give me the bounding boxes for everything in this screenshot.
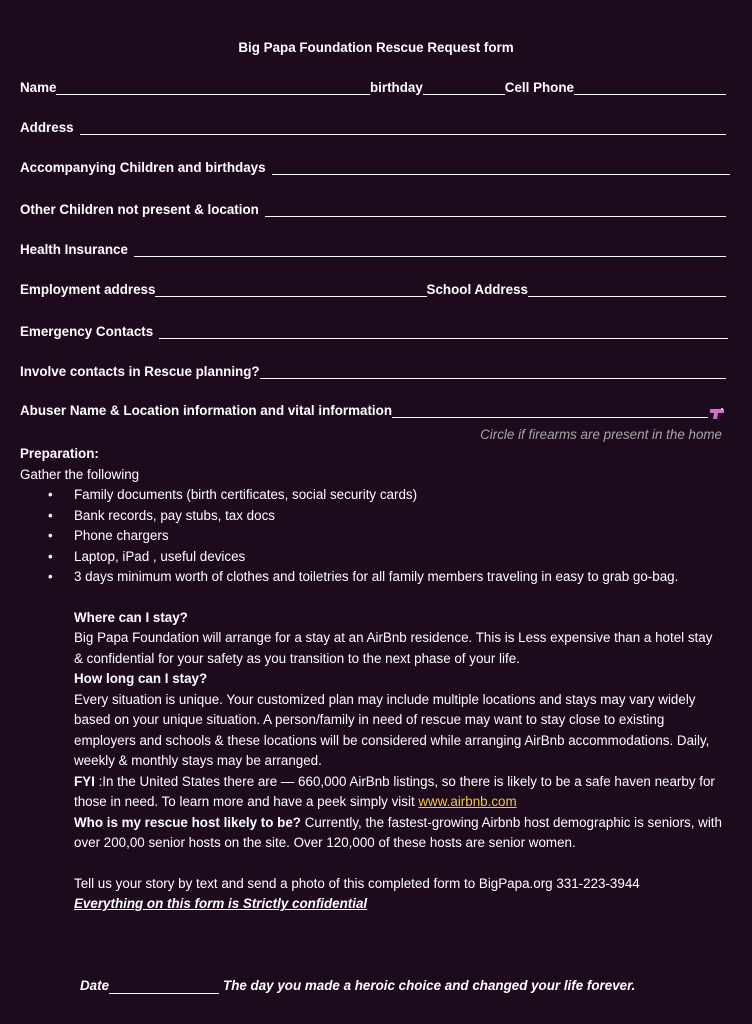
health-insurance-label: Health Insurance [20,241,128,257]
abuser-info-label: Abuser Name & Location information and vital information [20,402,392,418]
story-text: Tell us your story by text and send a photo of this completed form to BigPapa.org 331-223-3944 [74,875,640,891]
host-heading: Who is my rescue host likely to be? [74,814,301,830]
faq-section [20,608,724,915]
emergency-contacts-row [20,322,728,342]
other-children-row [20,200,726,220]
address-field[interactable] [80,134,726,135]
health-insurance-row [20,240,726,260]
name-row [20,78,726,98]
name-field[interactable] [56,94,369,95]
fyi-paragraph [74,772,724,813]
employment-row [20,280,726,300]
list-item: • Phone chargers [20,526,724,547]
preparation-intro: Gather the following [20,466,140,482]
involve-contacts-row [20,362,726,382]
fyi-label: FYI [74,773,95,789]
other-children-field[interactable] [265,216,726,217]
where-heading: Where can I stay? [74,609,188,625]
firearm-note: Circle if firearms are present in the home [480,427,722,442]
preparation-heading: Preparation: [20,446,99,461]
address-row [20,118,726,138]
date-tagline: The day you made a heroic choice and changed your life forever. [223,978,636,993]
involve-contacts-label: Involve contacts in Rescue planning? [20,363,260,379]
cell-phone-field[interactable] [574,94,726,95]
how-long-heading: How long can I stay? [74,671,208,686]
health-insurance-field[interactable] [134,256,726,257]
involve-contacts-field[interactable] [260,378,726,379]
date-label: Date [80,978,110,993]
date-row [80,976,732,997]
date-field[interactable] [109,993,219,994]
birthday-field[interactable] [423,94,505,95]
list-item: • 3 days minimum worth of clothes and toiletries for all family members traveling in easy to grab go-bag. [20,567,724,588]
list-item: • Bank records, pay stubs, tax docs [20,506,724,527]
host-paragraph [74,813,724,854]
school-address-label: School Address [426,281,528,297]
birthday-label: birthday [369,79,423,95]
employment-address-field[interactable] [155,296,426,297]
abuser-info-field[interactable] [392,417,708,418]
where-text: Big Papa Foundation will arrange for a stay at an AirBnb residence. This is Less expensive than a hotel stay & confidential for your safety as you transition to the next phase of your life. [74,630,713,666]
form-title: Big Papa Foundation Rescue Request form [238,40,514,55]
airbnb-link[interactable]: www.airbnb.com [418,794,517,809]
cell-phone-label: Cell Phone [504,79,574,95]
how-long-text: Every situation is unique. Your customized plan may include multiple locations and stays may vary widely based on your unique situation. A person/family in need of rescue may want to stay close to existing employers and schools & these locations will be considered while arranging AirBnb accommodations. Daily, weekly & monthly stays may be arranged. [74,691,710,768]
emergency-contacts-label: Emergency Contacts [20,323,154,339]
children-field[interactable] [272,174,730,175]
confidential-note: Everything on this form is Strictly confidential [74,896,368,911]
other-children-label: Other Children not present & location [20,201,259,217]
host-text: Currently, the fastest-growing Airbnb host demographic is seniors, with over 200,00 senior hosts on the site. Over 120,000 of these hosts are senior women. [74,814,722,850]
list-item: • Laptop, iPad , useful devices [20,547,724,568]
address-label: Address [20,119,74,135]
preparation-list [20,485,724,588]
gun-icon[interactable] [709,406,725,418]
school-address-field[interactable] [528,296,726,297]
children-label: Accompanying Children and birthdays [20,159,266,175]
fyi-text: :In the United States there are — 660,000 AirBnb listings, so there is likely to be a safe haven nearby for those in need. To learn more and have a peek simply visit [74,773,715,809]
children-row [20,158,730,178]
list-item: • Family documents (birth certificates, social security cards) [20,485,724,506]
abuser-info-row [20,401,708,421]
preparation-section [20,444,724,915]
name-label: Name [20,79,57,95]
emergency-contacts-field[interactable] [159,338,728,339]
employment-address-label: Employment address [20,281,156,297]
